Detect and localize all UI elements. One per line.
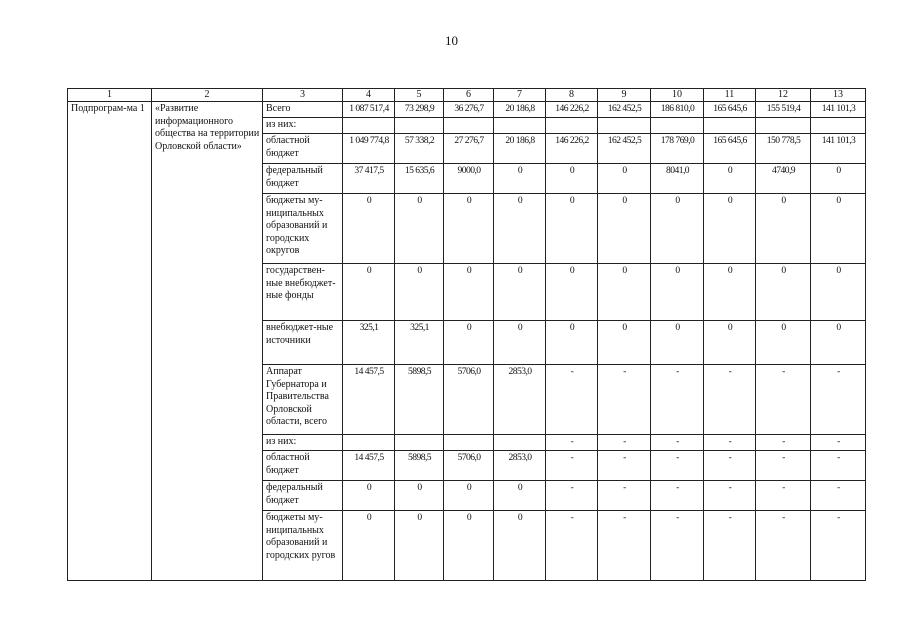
column-header: 4 bbox=[343, 89, 395, 102]
funding-source: областной бюджет bbox=[263, 451, 343, 481]
value-cell: 0 bbox=[546, 264, 598, 321]
value-cell: 15 635,6 bbox=[395, 164, 444, 194]
value-cell: 0 bbox=[811, 194, 866, 264]
value-cell: 0 bbox=[704, 164, 756, 194]
value-cell: 0 bbox=[651, 194, 704, 264]
value-cell: 186 810,0 bbox=[651, 102, 704, 118]
value-cell bbox=[343, 118, 395, 134]
value-cell bbox=[494, 435, 546, 451]
value-cell bbox=[444, 118, 494, 134]
value-cell: - bbox=[598, 481, 651, 511]
funding-source: из них: bbox=[263, 435, 343, 451]
column-header: 9 bbox=[598, 89, 651, 102]
column-header: 1 bbox=[68, 89, 152, 102]
value-cell: 141 101,3 bbox=[811, 102, 866, 118]
value-cell: 0 bbox=[546, 194, 598, 264]
value-cell bbox=[343, 435, 395, 451]
value-cell: 150 778,5 bbox=[756, 134, 811, 164]
value-cell: 0 bbox=[811, 164, 866, 194]
value-cell: 162 452,5 bbox=[598, 102, 651, 118]
value-cell: - bbox=[546, 481, 598, 511]
value-cell: - bbox=[546, 451, 598, 481]
value-cell: 0 bbox=[444, 511, 494, 581]
value-cell: - bbox=[704, 365, 756, 435]
value-cell: 20 186,8 bbox=[494, 134, 546, 164]
value-cell: 0 bbox=[704, 321, 756, 365]
value-cell: - bbox=[756, 365, 811, 435]
column-header: 6 bbox=[444, 89, 494, 102]
value-cell bbox=[704, 118, 756, 134]
value-cell: 0 bbox=[494, 194, 546, 264]
value-cell: 0 bbox=[494, 481, 546, 511]
column-header: 13 bbox=[811, 89, 866, 102]
funding-source: федеральный бюджет bbox=[263, 481, 343, 511]
value-cell: 5898,5 bbox=[395, 365, 444, 435]
value-cell: 0 bbox=[598, 321, 651, 365]
value-cell: - bbox=[651, 481, 704, 511]
value-cell: 36 276,7 bbox=[444, 102, 494, 118]
value-cell: - bbox=[598, 511, 651, 581]
value-cell bbox=[395, 435, 444, 451]
value-cell: 14 457,5 bbox=[343, 365, 395, 435]
value-cell: 14 457,5 bbox=[343, 451, 395, 481]
value-cell: 0 bbox=[494, 321, 546, 365]
value-cell: 2853,0 bbox=[494, 451, 546, 481]
value-cell: - bbox=[811, 511, 866, 581]
value-cell: 0 bbox=[444, 481, 494, 511]
value-cell: 57 338,2 bbox=[395, 134, 444, 164]
value-cell: - bbox=[546, 435, 598, 451]
value-cell: - bbox=[651, 451, 704, 481]
value-cell: - bbox=[704, 511, 756, 581]
value-cell: - bbox=[546, 511, 598, 581]
funding-source: бюджеты му-ниципальных образований и городских ругов bbox=[263, 511, 343, 581]
program-title: «Развитие информационного общества на территории Орловской области» bbox=[152, 102, 263, 581]
funding-source: Аппарат Губернатора и Правительства Орловской области, всего bbox=[263, 365, 343, 435]
value-cell: 0 bbox=[395, 264, 444, 321]
value-cell: 146 226,2 bbox=[546, 134, 598, 164]
value-cell: 165 645,6 bbox=[704, 134, 756, 164]
value-cell: 1 087 517,4 bbox=[343, 102, 395, 118]
value-cell: - bbox=[704, 451, 756, 481]
value-cell: 0 bbox=[343, 481, 395, 511]
value-cell: 0 bbox=[756, 194, 811, 264]
funding-source: Всего bbox=[263, 102, 343, 118]
value-cell: 325,1 bbox=[343, 321, 395, 365]
value-cell bbox=[598, 118, 651, 134]
value-cell: 0 bbox=[651, 264, 704, 321]
value-cell: 8041,0 bbox=[651, 164, 704, 194]
value-cell: - bbox=[598, 435, 651, 451]
funding-source: областной бюджет bbox=[263, 134, 343, 164]
budget-table bbox=[67, 88, 866, 581]
value-cell: 155 519,4 bbox=[756, 102, 811, 118]
column-header: 10 bbox=[651, 89, 704, 102]
funding-source: внебюджет-ные источники bbox=[263, 321, 343, 365]
value-cell: - bbox=[756, 511, 811, 581]
value-cell: 162 452,5 bbox=[598, 134, 651, 164]
value-cell: 146 226,2 bbox=[546, 102, 598, 118]
value-cell: 0 bbox=[811, 264, 866, 321]
funding-source: государствен-ные внебюджет-ные фонды bbox=[263, 264, 343, 321]
value-cell: 0 bbox=[756, 321, 811, 365]
value-cell: 0 bbox=[343, 194, 395, 264]
value-cell: 0 bbox=[598, 194, 651, 264]
table-row bbox=[68, 102, 866, 118]
value-cell: 0 bbox=[444, 321, 494, 365]
column-header: 8 bbox=[546, 89, 598, 102]
column-header: 3 bbox=[263, 89, 343, 102]
value-cell: 0 bbox=[546, 321, 598, 365]
value-cell: 0 bbox=[494, 511, 546, 581]
value-cell: - bbox=[704, 435, 756, 451]
funding-source: федеральный бюджет bbox=[263, 164, 343, 194]
value-cell: 0 bbox=[444, 194, 494, 264]
value-cell: 0 bbox=[651, 321, 704, 365]
value-cell bbox=[395, 118, 444, 134]
value-cell bbox=[546, 118, 598, 134]
value-cell: 73 298,9 bbox=[395, 102, 444, 118]
value-cell bbox=[444, 435, 494, 451]
value-cell: 2853,0 bbox=[494, 365, 546, 435]
value-cell: 0 bbox=[395, 481, 444, 511]
value-cell: - bbox=[598, 451, 651, 481]
value-cell: 0 bbox=[704, 194, 756, 264]
value-cell: 0 bbox=[494, 264, 546, 321]
page-number: 10 bbox=[445, 33, 458, 48]
value-cell: 0 bbox=[444, 264, 494, 321]
value-cell: 0 bbox=[343, 511, 395, 581]
header-row bbox=[68, 89, 866, 102]
value-cell bbox=[651, 118, 704, 134]
value-cell: - bbox=[598, 365, 651, 435]
value-cell bbox=[494, 118, 546, 134]
value-cell: - bbox=[756, 481, 811, 511]
value-cell: 0 bbox=[811, 321, 866, 365]
value-cell: - bbox=[704, 481, 756, 511]
value-cell: - bbox=[651, 435, 704, 451]
column-header: 2 bbox=[152, 89, 263, 102]
value-cell: 27 276,7 bbox=[444, 134, 494, 164]
value-cell: 165 645,6 bbox=[704, 102, 756, 118]
value-cell: - bbox=[811, 451, 866, 481]
value-cell: 325,1 bbox=[395, 321, 444, 365]
value-cell: 178 769,0 bbox=[651, 134, 704, 164]
column-header: 11 bbox=[704, 89, 756, 102]
column-header: 7 bbox=[494, 89, 546, 102]
value-cell: 9000,0 bbox=[444, 164, 494, 194]
value-cell: 5706,0 bbox=[444, 365, 494, 435]
value-cell: 0 bbox=[598, 164, 651, 194]
value-cell: 4740,9 bbox=[756, 164, 811, 194]
value-cell: 0 bbox=[395, 511, 444, 581]
value-cell bbox=[811, 118, 866, 134]
value-cell: 1 049 774,8 bbox=[343, 134, 395, 164]
value-cell: 0 bbox=[494, 164, 546, 194]
value-cell: 20 186,8 bbox=[494, 102, 546, 118]
value-cell: - bbox=[811, 365, 866, 435]
value-cell: - bbox=[811, 481, 866, 511]
value-cell bbox=[756, 118, 811, 134]
value-cell: - bbox=[756, 435, 811, 451]
value-cell: 0 bbox=[343, 264, 395, 321]
value-cell: 0 bbox=[704, 264, 756, 321]
value-cell: 0 bbox=[598, 264, 651, 321]
program-label: Подпрограм-ма 1 bbox=[68, 102, 152, 581]
value-cell: 0 bbox=[546, 164, 598, 194]
value-cell: 5706,0 bbox=[444, 451, 494, 481]
value-cell: - bbox=[651, 365, 704, 435]
funding-source: из них: bbox=[263, 118, 343, 134]
funding-source: бюджеты му-ниципальных образований и городских округов bbox=[263, 194, 343, 264]
value-cell: 37 417,5 bbox=[343, 164, 395, 194]
value-cell: - bbox=[756, 451, 811, 481]
value-cell: 0 bbox=[756, 264, 811, 321]
value-cell: - bbox=[651, 511, 704, 581]
column-header: 12 bbox=[756, 89, 811, 102]
value-cell: 141 101,3 bbox=[811, 134, 866, 164]
value-cell: - bbox=[811, 435, 866, 451]
value-cell: - bbox=[546, 365, 598, 435]
column-header: 5 bbox=[395, 89, 444, 102]
value-cell: 5898,5 bbox=[395, 451, 444, 481]
value-cell: 0 bbox=[395, 194, 444, 264]
